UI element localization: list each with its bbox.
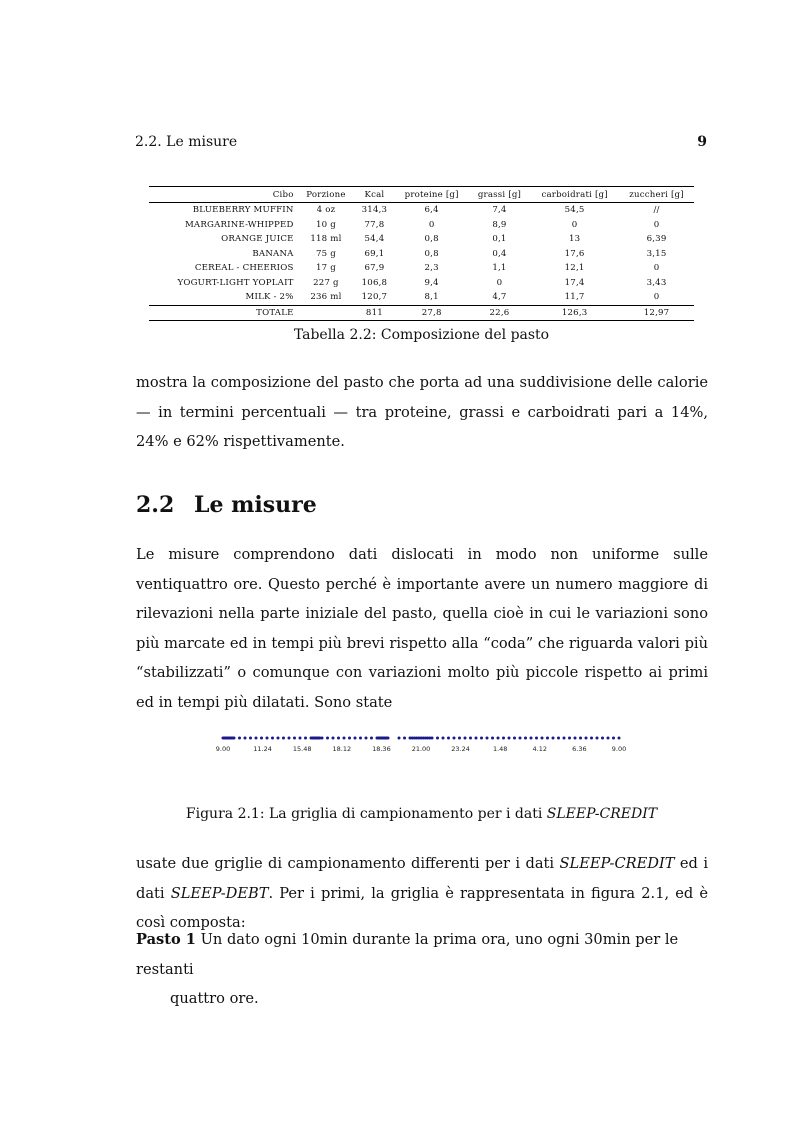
table-cell: 7,4 [492, 205, 507, 216]
table-cell: 6,39 [646, 234, 667, 245]
sample-point [332, 737, 335, 740]
nutrition-table [149, 186, 694, 321]
table-row [149, 247, 694, 262]
table-cell: 4 oz [316, 205, 336, 216]
sample-point [486, 737, 489, 740]
table-cell: 17 g [315, 263, 336, 274]
sample-point [282, 737, 285, 740]
sample-point [293, 737, 296, 740]
table-total-cell: 811 [365, 307, 383, 318]
paragraph-2: Le misure comprendono dati dislocati in modo non uniforme sulle ventiquattro ore. Questo perché è importante avere un numero maggiore di rilevazioni nella parte iniziale del pasto, quella cioè in cui le variazioni sono più marcate ed in tempi più brevi rispetto alla “coda” che riguarda valori più “stabilizzati” o comunque con variazioni molto più piccole rispetto ai primi ed in tempi più dilatati. Sono state [136, 546, 708, 711]
sample-point [618, 737, 621, 740]
column-header: proteine [g] [404, 190, 459, 200]
column-header: carboidrati [g] [541, 190, 608, 200]
table-cell: 0 [428, 219, 435, 230]
sample-point [480, 737, 483, 740]
sample-point [574, 737, 577, 740]
table-cell: 0 [653, 263, 660, 274]
sample-point [326, 737, 329, 740]
running-head: 2.2. Le misure [135, 134, 238, 150]
table-cell: 0 [653, 219, 660, 230]
sample-point [271, 737, 274, 740]
table-cell: 75 g [315, 248, 336, 259]
section-number: 2.2 [136, 492, 175, 518]
sample-point [288, 737, 291, 740]
item-text-line-1: Un dato ogni 10min durante la prima ora, uno ogni 30min per le restanti [136, 931, 679, 978]
table-cell: 120,7 [361, 292, 388, 303]
column-header: Cibo [272, 190, 294, 200]
table-cell: 118 ml [310, 234, 342, 245]
para3-italic-1: SLEEP-CREDIT [559, 855, 675, 872]
table-cell: 1,1 [492, 263, 507, 274]
sample-point [387, 737, 390, 740]
column-header: Porzione [306, 190, 346, 200]
table-cell: 8,1 [424, 292, 439, 303]
table-cell: 69,1 [364, 248, 385, 259]
sample-point [337, 737, 340, 740]
table-cell: CEREAL - CHEERIOS [194, 263, 294, 274]
table-cell: MARGARINE-WHIPPED [184, 219, 294, 230]
column-header: Kcal [364, 190, 385, 200]
sample-point [497, 737, 500, 740]
table-total-cell: 27,8 [421, 307, 442, 318]
sample-point [398, 737, 401, 740]
sample-point [348, 737, 351, 740]
table-cell: 3,15 [646, 248, 667, 259]
tick-label: 15.48 [292, 745, 312, 753]
figure-caption-text: Figura 2.1: La griglia di campionamento per i dati [185, 806, 547, 822]
sample-point [436, 737, 439, 740]
table-cell: 54,5 [564, 205, 585, 216]
sample-point [447, 737, 450, 740]
sample-point [244, 737, 247, 740]
sample-point [442, 737, 445, 740]
para3-text-3: . Per i primi, la griglia è rappresentata in figura 2.1, ed è così composta: [136, 884, 708, 931]
sample-point [469, 737, 472, 740]
sample-point [502, 737, 505, 740]
sample-point [579, 737, 582, 740]
sample-point [524, 737, 527, 740]
table-cell: MILK - 2% [245, 292, 294, 303]
table-cell: 13 [568, 234, 581, 245]
table-cell: 106,8 [361, 277, 388, 288]
table-cell: 17,6 [564, 248, 585, 259]
sample-point [491, 737, 494, 740]
table-row [149, 290, 694, 305]
table-cell: 6,4 [424, 205, 439, 216]
column-header: grassi [g] [477, 190, 522, 200]
para3-text-2: ed i dati [136, 855, 708, 902]
table-cell: 54,4 [364, 234, 385, 245]
sample-point [299, 737, 302, 740]
table-cell: 77,8 [364, 219, 385, 230]
table-cell: BLUEBERRY MUFFIN [192, 205, 294, 216]
figure-caption-italic: SLEEP-CREDIT [546, 806, 658, 822]
sample-point [266, 737, 269, 740]
table-cell: 9,4 [424, 277, 439, 288]
column-header: zuccheri [g] [629, 190, 684, 200]
table-cell: 8,9 [492, 219, 507, 230]
sample-point [585, 737, 588, 740]
table-cell: 11,7 [564, 292, 585, 303]
sample-point [557, 737, 560, 740]
table-total-cell: 126,3 [561, 307, 588, 318]
table-total-cell: TOTALE [256, 307, 294, 318]
table-cell: 314,3 [361, 205, 388, 216]
figure-caption [0, 806, 793, 822]
tick-label: 1.48 [492, 745, 508, 753]
table-total-row [149, 305, 694, 321]
sample-point [249, 737, 252, 740]
table-total-cell [298, 305, 355, 321]
sample-point [304, 737, 307, 740]
sample-point [431, 737, 434, 740]
table-cell: 0,4 [492, 248, 507, 259]
tick-label: 9.00 [611, 745, 627, 753]
table-total-cell: 12,97 [643, 307, 670, 318]
sample-point [453, 737, 456, 740]
table-total-cell: 22,6 [489, 307, 510, 318]
sample-point [359, 737, 362, 740]
tick-label: 4.12 [532, 745, 548, 753]
table-row [149, 261, 694, 276]
sample-point [403, 737, 406, 740]
sample-point [519, 737, 522, 740]
table-row [149, 276, 694, 291]
sample-point [370, 737, 373, 740]
sample-point [530, 737, 533, 740]
item-label: Pasto 1 [136, 931, 196, 948]
para3-italic-2: SLEEP-DEBT [170, 884, 269, 902]
table-cell: 17,4 [564, 277, 585, 288]
sample-point [563, 737, 566, 740]
tick-label: 9.00 [215, 745, 231, 753]
table-cell: YOGURT-LIGHT YOPLAIT [177, 277, 294, 288]
page-number: 9 [697, 134, 707, 150]
table-cell: 4,7 [492, 292, 507, 303]
sample-point [513, 737, 516, 740]
section-title: Le misure [194, 492, 317, 518]
sample-point [464, 737, 467, 740]
tick-label: 6.36 [572, 745, 587, 753]
table-cell: 227 g [313, 277, 339, 288]
sample-point [552, 737, 555, 740]
sample-point [546, 737, 549, 740]
sample-point [541, 737, 544, 740]
sample-point [601, 737, 604, 740]
section-heading [136, 492, 317, 518]
sample-point [508, 737, 511, 740]
tick-label: 18.12 [332, 745, 352, 753]
tick-label: 21.00 [411, 745, 431, 753]
table-row [149, 203, 694, 218]
sample-point [535, 737, 538, 740]
table-cell: 3,43 [646, 277, 667, 288]
sample-point [321, 737, 324, 740]
sample-point [354, 737, 357, 740]
list-item-pasto-1 [136, 925, 708, 1014]
item-text-line-2: quattro ore. [170, 990, 259, 1007]
tick-label: 23.24 [451, 745, 470, 753]
table-cell: 2,3 [424, 263, 439, 274]
sample-point [238, 737, 241, 740]
sample-point [607, 737, 610, 740]
table-row [149, 232, 694, 247]
table-cell: 236 ml [310, 292, 342, 303]
sampling-grid-figure [215, 731, 635, 753]
table-cell: 10 g [315, 219, 336, 230]
table-caption: Tabella 2.2: Composizione del pasto [293, 327, 550, 343]
sample-point [590, 737, 593, 740]
paragraph-1: mostra la composizione del pasto che porta ad una suddivisione delle calorie — in termini percentuali — tra proteine, grassi e carboidrati pari a 14%, 24% e 62% rispettivamente. [136, 374, 708, 450]
sample-point [277, 737, 280, 740]
sample-point [255, 737, 258, 740]
sample-point [458, 737, 461, 740]
tick-label: 18.36 [372, 745, 391, 753]
table-cell: BANANA [252, 248, 294, 259]
sample-point [596, 737, 599, 740]
table-cell: ORANGE JUICE [221, 234, 294, 245]
sample-point [475, 737, 478, 740]
sample-point [612, 737, 615, 740]
tick-label: 11.24 [253, 745, 272, 753]
table-row [149, 218, 694, 233]
table-cell: 0 [571, 219, 578, 230]
table-header-row [149, 187, 694, 203]
table-cell: 0 [496, 277, 503, 288]
table-cell: 67,9 [364, 263, 385, 274]
table-cell: 0,8 [424, 234, 439, 245]
para3-text-1: usate due griglie di campionamento differenti per i dati [136, 855, 560, 872]
table-cell: // [653, 205, 660, 216]
table-body [149, 203, 694, 321]
sample-point [365, 737, 368, 740]
table-cell: 12,1 [564, 263, 585, 274]
sample-point [343, 737, 346, 740]
table-cell: 0,8 [424, 248, 439, 259]
table-cell: 0,1 [492, 234, 507, 245]
sample-point [233, 737, 236, 740]
table-cell: 0 [653, 292, 660, 303]
sample-point [260, 737, 263, 740]
sample-point [568, 737, 571, 740]
